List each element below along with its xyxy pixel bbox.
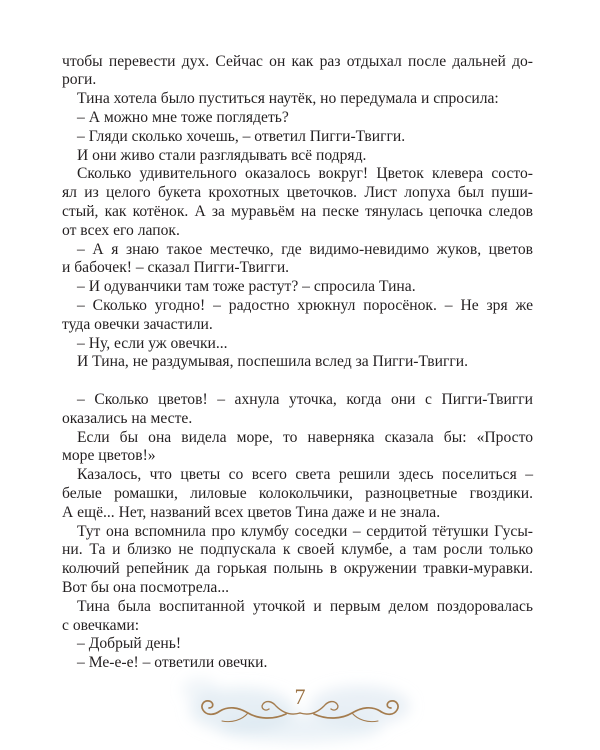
text-line: оказались на месте. [62, 409, 193, 427]
text-line: роги. [62, 71, 97, 89]
text-line: Вот бы она посмотрела... [62, 578, 230, 596]
text-line: ял из целого букета крохотных цветочков. Лист лопуха был пуши- [62, 184, 533, 202]
text-line: Тина хотела было пуститься наутёк, но передумала и спросила: [77, 90, 499, 108]
text-line: Если бы она видела море, то наверняка сказала бы: «Просто [77, 428, 533, 446]
text-line: – Добрый день! [77, 635, 182, 653]
text-line: – Ме-е-е! – ответили овечки. [77, 654, 268, 672]
text-line: и бабочек! – сказал Пигги-Твигги. [62, 259, 290, 277]
text-line: от всех его лапок. [62, 221, 180, 239]
text-line: И Тина, не раздумывая, поспешила вслед за Пигги-Твигги. [77, 353, 468, 371]
text-line: – Ну, если уж овечки... [77, 334, 228, 352]
text-line: – Сколько цветов! – ахнула уточка, когда они с Пигги-Твигги [77, 390, 533, 408]
text-line: А ещё... Нет, названий всех цветов Тина даже и не знала. [62, 503, 441, 521]
body-text [62, 53, 533, 673]
text-line: – А я знаю такое местечко, где видимо-невидимо жуков, цветов [77, 240, 533, 258]
page-number: 7 [294, 684, 306, 709]
text-line: – Гляди сколько хочешь, – ответил Пигги-Твигги. [77, 127, 406, 145]
text-line: ни. Та и близко не подпускала к своей клумбе, а там росли только [62, 541, 533, 559]
text-line: Тина была воспитанной уточкой и первым делом поздоровалась [77, 597, 533, 615]
text-line: Тут она вспомнила про клумбу соседки – сердитой тётушки Гусы- [77, 522, 533, 540]
text-line: – Сколько угодно! – радостно хрюкнул поросёнок. – Не зря же [77, 296, 533, 314]
text-line: чтобы перевести дух. Сейчас он как раз отдыхал после дальней до- [62, 52, 533, 70]
text-line: море цветов!» [62, 447, 156, 465]
text-line: Казалось, что цветы со всего света решили здесь поселиться – [77, 466, 533, 484]
text-line: – А можно мне тоже поглядеть? [77, 108, 289, 126]
text-line: Сколько удивительного оказалось вокруг! Цветок клевера состо- [77, 165, 533, 183]
text-line: туда овечки зачастили. [62, 315, 213, 333]
text-line: с овечками: [62, 616, 140, 634]
text-line: колючий репейник да горькая полынь в окружении травки-муравки. [62, 560, 533, 578]
text-line: – И одуванчики там тоже растут? – спросила Тина. [77, 278, 416, 296]
paragraph-break [62, 372, 533, 391]
text-line: белые ромашки, лиловые колокольчики, разноцветные гвоздики. [62, 484, 533, 502]
text-line: И они живо стали разглядывать всё подряд. [77, 146, 367, 164]
text-line: стый, как котёнок. А за муравьём на песке тянулась цепочка следов [62, 202, 533, 220]
